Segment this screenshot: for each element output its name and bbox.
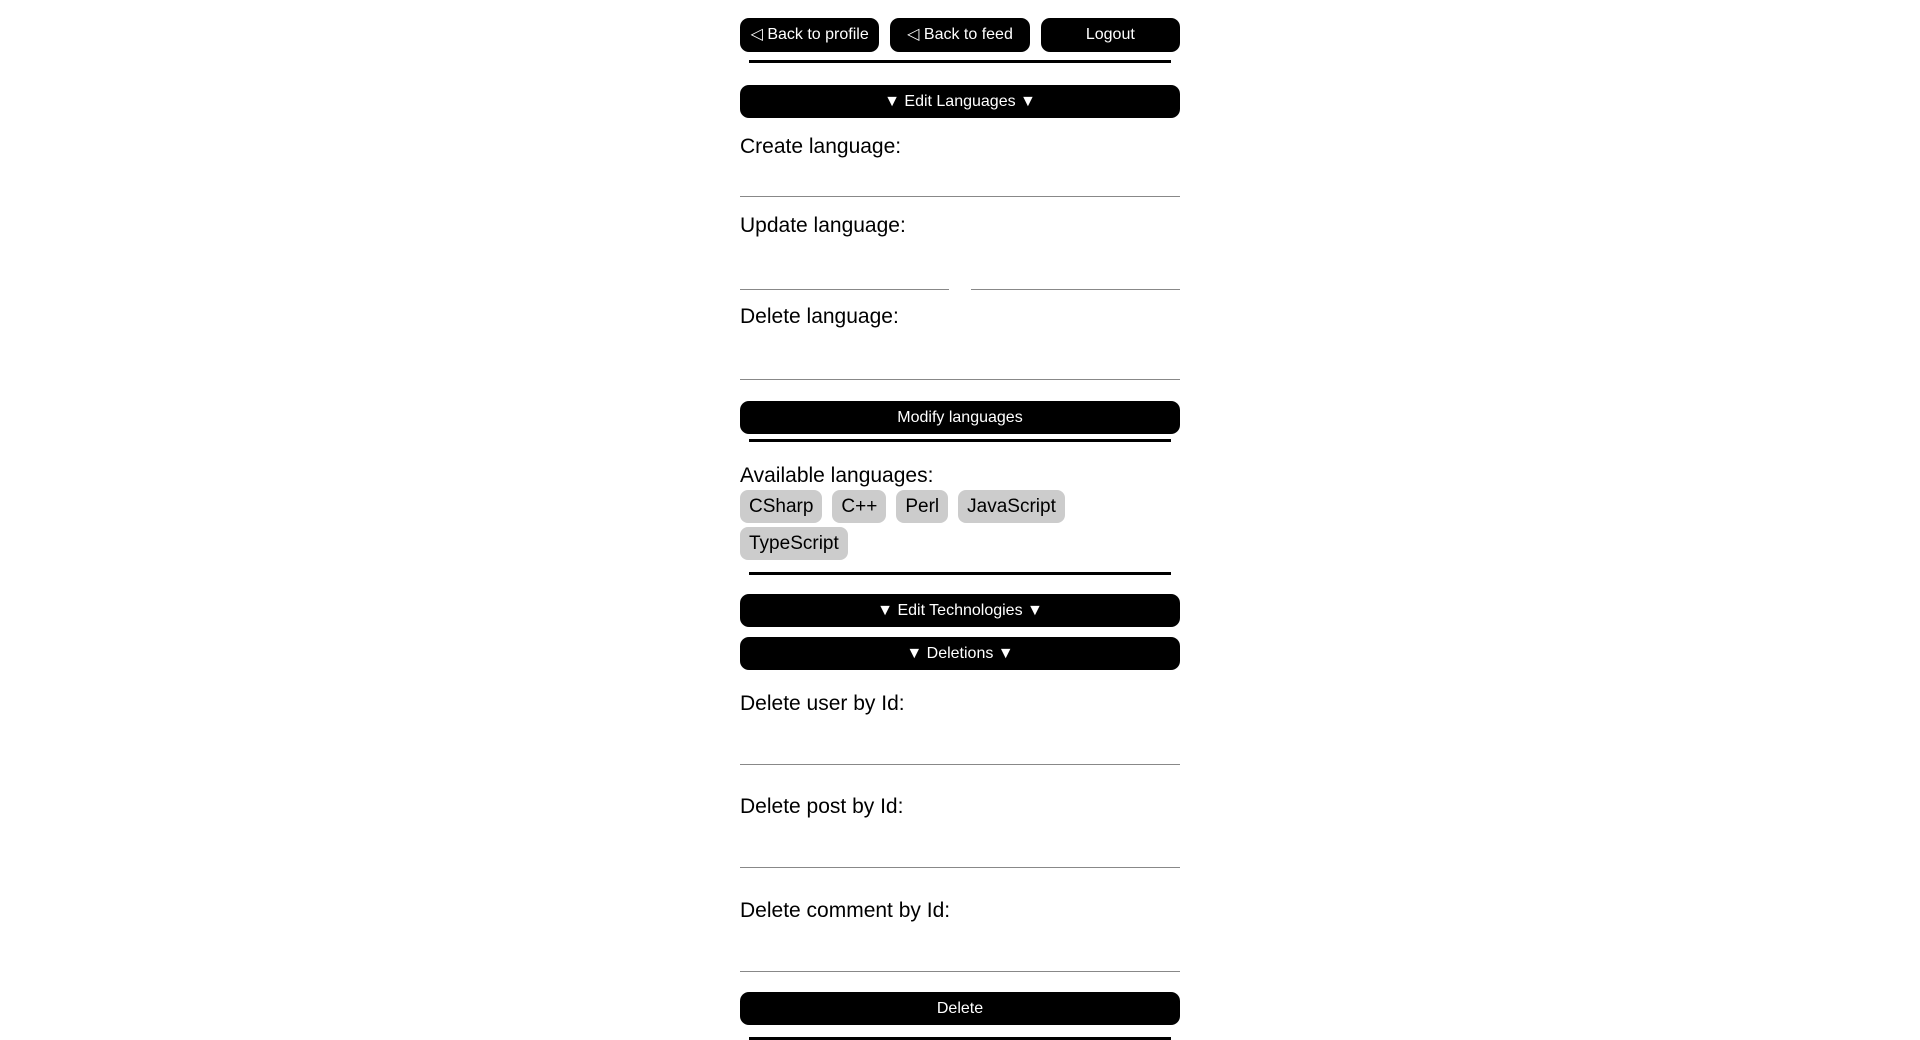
create-language-label: Create language: bbox=[740, 135, 902, 158]
admin-panel bbox=[740, 0, 1180, 1040]
create-language-input[interactable] bbox=[740, 160, 1180, 197]
language-chip: C++ bbox=[832, 490, 886, 523]
language-chip: CSharp bbox=[740, 490, 822, 523]
delete-user-label: Delete user by Id: bbox=[740, 692, 905, 715]
back-to-feed-button[interactable]: ◁ Back to feed bbox=[890, 18, 1029, 52]
logout-button[interactable]: Logout bbox=[1041, 18, 1180, 52]
delete-language-label: Delete language: bbox=[740, 305, 899, 328]
divider-after-chips bbox=[749, 572, 1171, 575]
update-language-old-input[interactable] bbox=[740, 252, 949, 290]
delete-user-id-input[interactable] bbox=[740, 730, 1180, 765]
language-chip: JavaScript bbox=[958, 490, 1065, 523]
deletions-toggle[interactable]: ▼ Deletions ▼ bbox=[740, 637, 1180, 670]
back-to-profile-button[interactable]: ◁ Back to profile bbox=[740, 18, 879, 52]
delete-button[interactable]: Delete bbox=[740, 992, 1180, 1025]
update-language-new-input[interactable] bbox=[971, 252, 1180, 290]
edit-technologies-toggle[interactable]: ▼ Edit Technologies ▼ bbox=[740, 594, 1180, 627]
top-nav bbox=[740, 18, 1180, 52]
divider-after-modify bbox=[749, 439, 1171, 442]
available-languages-list bbox=[740, 490, 1180, 560]
delete-comment-id-input[interactable] bbox=[740, 937, 1180, 972]
delete-post-id-input[interactable] bbox=[740, 833, 1180, 868]
language-chip: Perl bbox=[896, 490, 948, 523]
edit-languages-toggle[interactable]: ▼ Edit Languages ▼ bbox=[740, 85, 1180, 118]
delete-comment-label: Delete comment by Id: bbox=[740, 899, 951, 922]
divider-top bbox=[749, 60, 1171, 63]
delete-post-label: Delete post by Id: bbox=[740, 795, 904, 818]
language-chip: TypeScript bbox=[740, 527, 848, 560]
update-language-label: Update language: bbox=[740, 214, 906, 237]
delete-language-input[interactable] bbox=[740, 343, 1180, 380]
available-languages-label: Available languages: bbox=[740, 464, 934, 487]
modify-languages-button[interactable]: Modify languages bbox=[740, 401, 1180, 434]
update-language-row bbox=[740, 252, 1180, 290]
